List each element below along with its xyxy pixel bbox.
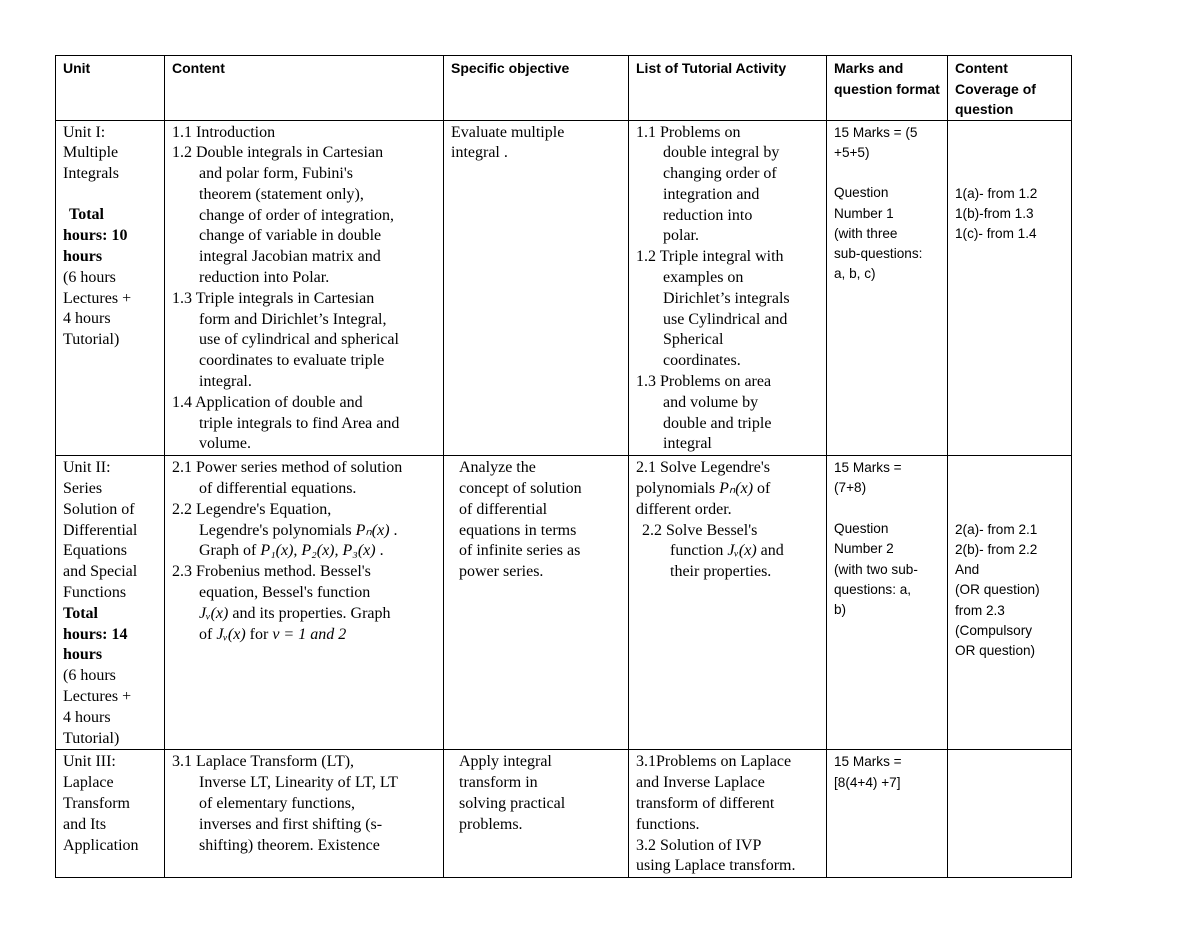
marks-text: Number 2 xyxy=(834,541,894,557)
tutorial-cell xyxy=(629,456,827,750)
marks-text: [8(4+4) +7] xyxy=(834,774,901,790)
total-hours-line: Total xyxy=(63,604,98,622)
tutorial-item-text: polynomials xyxy=(636,480,720,498)
unit-cell xyxy=(56,120,165,456)
tutorial-item-text: examples on xyxy=(663,269,744,287)
tutorial-cell xyxy=(629,120,827,456)
tutorial-item-text: reduction into xyxy=(663,206,753,224)
coverage-cell xyxy=(948,456,1072,750)
marks-text: 15 Marks = xyxy=(834,754,902,770)
marks-text: 15 Marks = xyxy=(834,460,902,476)
objective-text: concept of solution xyxy=(459,480,582,498)
unit-title-line: Functions xyxy=(63,584,127,602)
tutorial-item-text: integral xyxy=(663,435,712,453)
objective-text: Analyze the xyxy=(459,459,536,477)
header-unit: Unit xyxy=(56,56,165,121)
content-item xyxy=(172,143,436,289)
hours-breakdown-line: Tutorial) xyxy=(63,729,120,747)
content-item-text: theorem (statement only), xyxy=(199,185,364,203)
objective-text: of infinite series as xyxy=(459,542,581,560)
marks-text: (with two sub- xyxy=(834,561,918,577)
content-item-text: volume. xyxy=(199,435,251,453)
content-item-text: of elementary functions, xyxy=(199,795,355,812)
tutorial-item-text: and xyxy=(756,542,784,560)
content-item-text: coordinates to evaluate triple xyxy=(199,352,385,370)
content-item-text: of differential equations. xyxy=(199,480,357,498)
content-item-text: and its properties. Graph xyxy=(228,604,391,622)
content-item-line xyxy=(172,521,436,542)
header-marks-format: Marks and question format xyxy=(827,56,948,121)
objective-text: transform in xyxy=(459,774,538,792)
content-item-text: equation, Bessel's function xyxy=(199,584,371,602)
content-item-text: 1.4 Application of double and xyxy=(172,393,363,411)
table-row-unit-1 xyxy=(56,120,1072,456)
content-item-text: use of cylindrical and spherical xyxy=(199,331,399,349)
math-expression: ν = 1 and 2 xyxy=(272,625,347,643)
marks-text: (with three xyxy=(834,225,898,241)
content-item-text: form and Dirichlet’s Integral, xyxy=(199,310,387,328)
math-expression: Jᵥ(x) xyxy=(727,542,757,560)
tutorial-item-text: 2.2 Solve Bessel's xyxy=(642,521,758,539)
objective-text: Evaluate multiple xyxy=(451,123,565,141)
table-row-unit-2 xyxy=(56,456,1072,750)
coverage-text: And xyxy=(955,562,980,578)
header-content: Content xyxy=(165,56,444,121)
unit-title-line: Application xyxy=(63,836,139,854)
content-cell xyxy=(165,456,444,750)
content-item-text: Inverse LT, Linearity of LT, LT xyxy=(199,774,398,792)
coverage-text: (Compulsory xyxy=(955,622,1033,638)
hours-breakdown-line: Lectures + xyxy=(63,688,132,706)
unit-title-line: Unit I: xyxy=(63,123,106,141)
tutorial-item-text: of xyxy=(753,480,771,498)
content-item-text: reduction into Polar. xyxy=(199,269,330,287)
hours-breakdown-line: (6 hours xyxy=(63,268,116,286)
content-item-text: triple integrals to find Area and xyxy=(199,414,400,432)
content-item-text: integral. xyxy=(199,373,252,391)
tutorial-item-text: and volume by xyxy=(663,393,759,411)
content-item-text: change of order of integration, xyxy=(199,206,395,224)
marks-text: (7+8) xyxy=(834,480,867,496)
content-item-text: integral Jacobian matrix and xyxy=(199,248,381,266)
unit-title-line: Transform xyxy=(63,795,130,812)
coverage-text: 2(a)- from 2.1 xyxy=(955,521,1038,537)
math-expression: Jᵥ(x) xyxy=(216,625,246,643)
math-expression: Jᵥ(x) xyxy=(199,604,229,622)
unit-title-line: Solution of xyxy=(63,500,135,518)
tutorial-item-text: transform of different xyxy=(636,795,775,812)
objective-text: equations in terms xyxy=(459,521,577,539)
objective-text: problems. xyxy=(459,815,523,833)
coverage-text: 1(b)-from 1.3 xyxy=(955,206,1034,222)
marks-text: +5+5) xyxy=(834,144,870,160)
tutorial-item-text: Dirichlet’s integrals xyxy=(663,289,790,307)
tutorial-item-text: double integral by xyxy=(663,144,780,162)
header-specific-objective: Specific objective xyxy=(444,56,629,121)
tutorial-item-text: coordinates. xyxy=(663,352,741,370)
hours-breakdown-line: Tutorial) xyxy=(63,331,120,349)
content-item-text: of xyxy=(199,625,217,643)
math-expression: Pₙ(x) xyxy=(355,521,390,539)
marks-text: Question xyxy=(834,185,889,201)
tutorial-cell xyxy=(629,750,827,878)
coverage-text: (OR question) xyxy=(955,582,1040,598)
objective-text: power series. xyxy=(459,563,544,581)
tutorial-item-text: and Inverse Laplace xyxy=(636,774,765,792)
content-item-text: inverses and first shifting (s- xyxy=(199,815,383,833)
tutorial-item-text: functions. xyxy=(636,815,700,833)
content-item-text: shifting) theorem. Existence xyxy=(199,836,380,854)
total-hours-line: hours: 10 xyxy=(63,227,128,245)
objective-cell xyxy=(444,120,629,456)
header-row xyxy=(56,56,1072,121)
content-cell xyxy=(165,120,444,456)
tutorial-item-text: 3.2 Solution of IVP xyxy=(636,836,762,854)
math-expression: P₁(x), P₂(x), P₃(x) xyxy=(260,542,376,560)
content-item-text: . xyxy=(375,542,384,560)
content-item-text: 1.1 Introduction xyxy=(172,123,276,141)
coverage-text: from 2.3 xyxy=(955,602,1005,618)
content-item-text: Graph of xyxy=(199,542,261,560)
coverage-text: 2(b)- from 2.2 xyxy=(955,541,1038,557)
content-item-line xyxy=(172,625,436,646)
content-cell xyxy=(165,750,444,878)
marks-text: Number 1 xyxy=(834,205,894,221)
content-item-text: and polar form, Fubini's xyxy=(199,165,353,183)
tutorial-item-line xyxy=(636,541,819,562)
content-item-text: change of variable in double xyxy=(199,227,382,245)
content-item-text: . xyxy=(389,521,398,539)
tutorial-item-text: using Laplace transform. xyxy=(636,857,796,875)
header-tutorial-activity: List of Tutorial Activity xyxy=(629,56,827,121)
unit-title-line: Differential xyxy=(63,521,138,539)
hours-breakdown-line: (6 hours xyxy=(63,667,116,685)
hours-breakdown-line: 4 hours xyxy=(63,708,111,726)
tutorial-item-text: function xyxy=(670,542,728,560)
marks-text: Question xyxy=(834,521,889,537)
coverage-cell xyxy=(948,120,1072,456)
coverage-cell xyxy=(948,750,1072,878)
tutorial-item-text: integration and xyxy=(663,185,760,203)
tutorial-item-text: 2.1 Solve Legendre's xyxy=(636,459,770,477)
math-expression: Pₙ(x) xyxy=(719,480,754,498)
objective-text: solving practical xyxy=(459,795,566,812)
content-item-text: 1.3 Triple integrals in Cartesian xyxy=(172,289,375,307)
unit-cell xyxy=(56,750,165,878)
marks-text: questions: a, xyxy=(834,581,912,597)
tutorial-item-text: changing order of xyxy=(663,165,777,183)
content-item-text: 2.3 Frobenius method. Bessel's xyxy=(172,563,371,581)
total-hours-line: Total xyxy=(69,206,104,224)
unit-title-line: Equations xyxy=(63,542,127,560)
tutorial-item-text: 1.3 Problems on area xyxy=(636,373,772,391)
hours-breakdown-line: Lectures + xyxy=(63,289,132,307)
tutorial-item-text: double and triple xyxy=(663,414,772,432)
coverage-text: OR question) xyxy=(955,642,1036,658)
syllabus-table xyxy=(55,55,1072,878)
unit-title-line: Laplace xyxy=(63,774,114,792)
coverage-text: 1(c)- from 1.4 xyxy=(955,226,1037,242)
tutorial-item-text: use Cylindrical and xyxy=(663,310,788,328)
total-hours-line: hours xyxy=(63,646,103,664)
marks-text: a, b, c) xyxy=(834,266,876,282)
marks-cell xyxy=(827,750,948,878)
content-item-text: 1.2 Double integrals in Cartesian xyxy=(172,144,384,162)
tutorial-item-line xyxy=(636,479,819,500)
marks-text: 15 Marks = (5 xyxy=(834,124,918,140)
objective-cell xyxy=(444,750,629,878)
objective-cell xyxy=(444,456,629,750)
content-item-line xyxy=(172,604,436,625)
content-item xyxy=(172,393,436,455)
total-hours-line: hours: 14 xyxy=(63,625,128,643)
marks-text: b) xyxy=(834,601,847,617)
content-item-text: 2.1 Power series method of solution xyxy=(172,459,403,477)
unit-title-line: Series xyxy=(63,480,103,498)
content-item xyxy=(172,123,436,144)
marks-cell xyxy=(827,120,948,456)
marks-text: sub-questions: xyxy=(834,246,923,262)
total-hours-line: hours xyxy=(63,247,103,265)
header-content-coverage: Content Coverage of question xyxy=(948,56,1072,121)
tutorial-item-text: different order. xyxy=(636,500,732,518)
coverage-text: 1(a)- from 1.2 xyxy=(955,186,1038,201)
unit-title-line: Unit III: xyxy=(63,753,116,771)
unit-title-line: Multiple xyxy=(63,144,119,162)
tutorial-item-text: 1.2 Triple integral with xyxy=(636,248,784,266)
content-item-line xyxy=(172,541,436,562)
content-item-text: Legendre's polynomials xyxy=(199,521,356,539)
marks-cell xyxy=(827,456,948,750)
content-item xyxy=(172,289,436,393)
unit-title-line: and Its xyxy=(63,815,107,833)
unit-cell xyxy=(56,456,165,750)
unit-title-line: Unit II: xyxy=(63,459,111,477)
objective-text: of differential xyxy=(459,500,548,518)
tutorial-item-text: 3.1Problems on Laplace xyxy=(636,753,792,771)
tutorial-item-text: 1.1 Problems on xyxy=(636,123,741,141)
table-row-unit-3 xyxy=(56,750,1072,878)
content-item-text: 2.2 Legendre's Equation, xyxy=(172,500,332,518)
objective-text: integral . xyxy=(451,144,508,162)
content-item-text: 3.1 Laplace Transform (LT), xyxy=(172,753,355,771)
tutorial-item-text: Spherical xyxy=(663,331,724,349)
content-item-text: for xyxy=(245,625,273,643)
hours-breakdown-line: 4 hours xyxy=(63,310,111,328)
unit-title-line: Integrals xyxy=(63,165,119,183)
unit-title-line: and Special xyxy=(63,563,138,581)
tutorial-item-text: their properties. xyxy=(670,563,772,581)
tutorial-item-text: polar. xyxy=(663,227,699,245)
objective-text: Apply integral xyxy=(459,753,552,771)
